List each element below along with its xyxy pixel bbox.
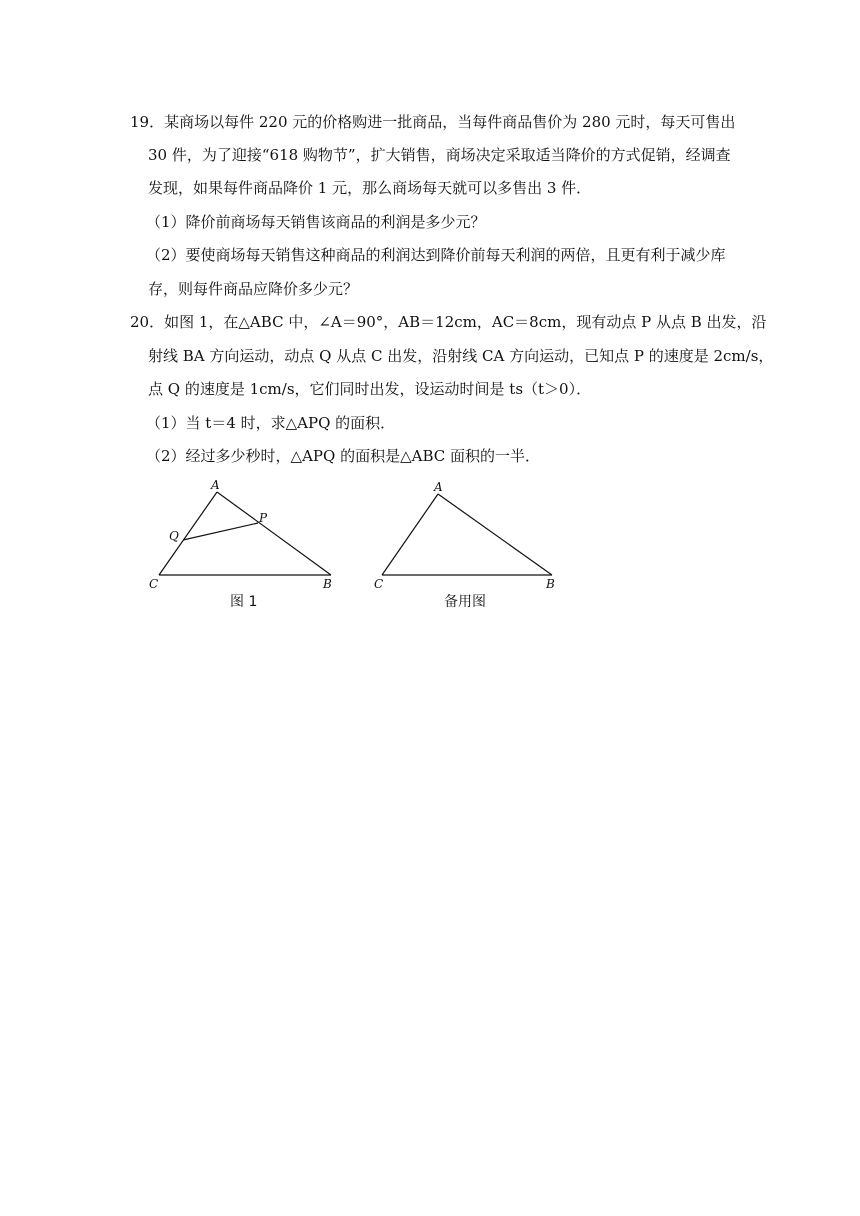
q19-part-2-line-1: （2）要使商场每天销售这种商品的利润达到降价前每天利润的两倍，且更有利于减少库 [146, 246, 726, 264]
figure-1-diagram [145, 478, 345, 598]
side-ac [159, 492, 217, 575]
side-ac [382, 494, 438, 575]
vertex-label-a: A [434, 480, 443, 494]
vertex-label-b: B [546, 577, 555, 591]
vertex-label-c: C [374, 577, 384, 591]
point-label-q: Q [169, 529, 179, 543]
figure-1-caption: 图 1 [230, 594, 258, 610]
q20-part-1: （1）当 t＝4 时，求△APQ 的面积． [146, 414, 396, 432]
figure-backup-caption: 备用图 [444, 594, 486, 610]
q20-line-3: 点 Q 的速度是 1cm/s，它们同时出发，设运动时间是 ts（t＞0）． [148, 380, 592, 398]
q20-line-1: 20．如图 1，在△ABC 中，∠A＝90°，AB＝12cm，AC＝8cm，现有动点 P 从点 B 出发，沿 [130, 313, 767, 331]
figure-backup [370, 478, 570, 608]
q19-part-1: （1）降价前商场每天销售该商品的利润是多少元？ [146, 213, 486, 231]
side-ab [438, 494, 552, 575]
figure-1 [145, 478, 345, 610]
q19-line-1: 19．某商场以每件 220 元的价格购进一批商品，当每件商品售价为 280 元时，每天可售出 [130, 113, 736, 131]
q19-part-2-line-2: 存，则每件商品应降价多少元？ [148, 280, 359, 298]
side-ab [217, 492, 331, 575]
vertex-label-b: B [323, 577, 332, 591]
point-label-p: P [259, 511, 268, 525]
vertex-label-c: C [149, 577, 159, 591]
q19-line-2: 30 件，为了迎接“618 购物节”，扩大销售，商场决定采取适当降价的方式促销，经调查 [148, 146, 731, 164]
q19-line-3: 发现，如果每件商品降价 1 元，那么商场每天就可以多售出 3 件． [148, 179, 592, 197]
figure-backup-diagram [370, 478, 570, 598]
q20-part-2: （2）经过多少秒时，△APQ 的面积是△ABC 面积的一半． [146, 447, 540, 465]
vertex-label-a: A [211, 478, 220, 492]
q20-line-2: 射线 BA 方向运动，动点 Q 从点 C 出发，沿射线 CA 方向运动，已知点 P 的速度是 2cm/s， [148, 347, 774, 365]
